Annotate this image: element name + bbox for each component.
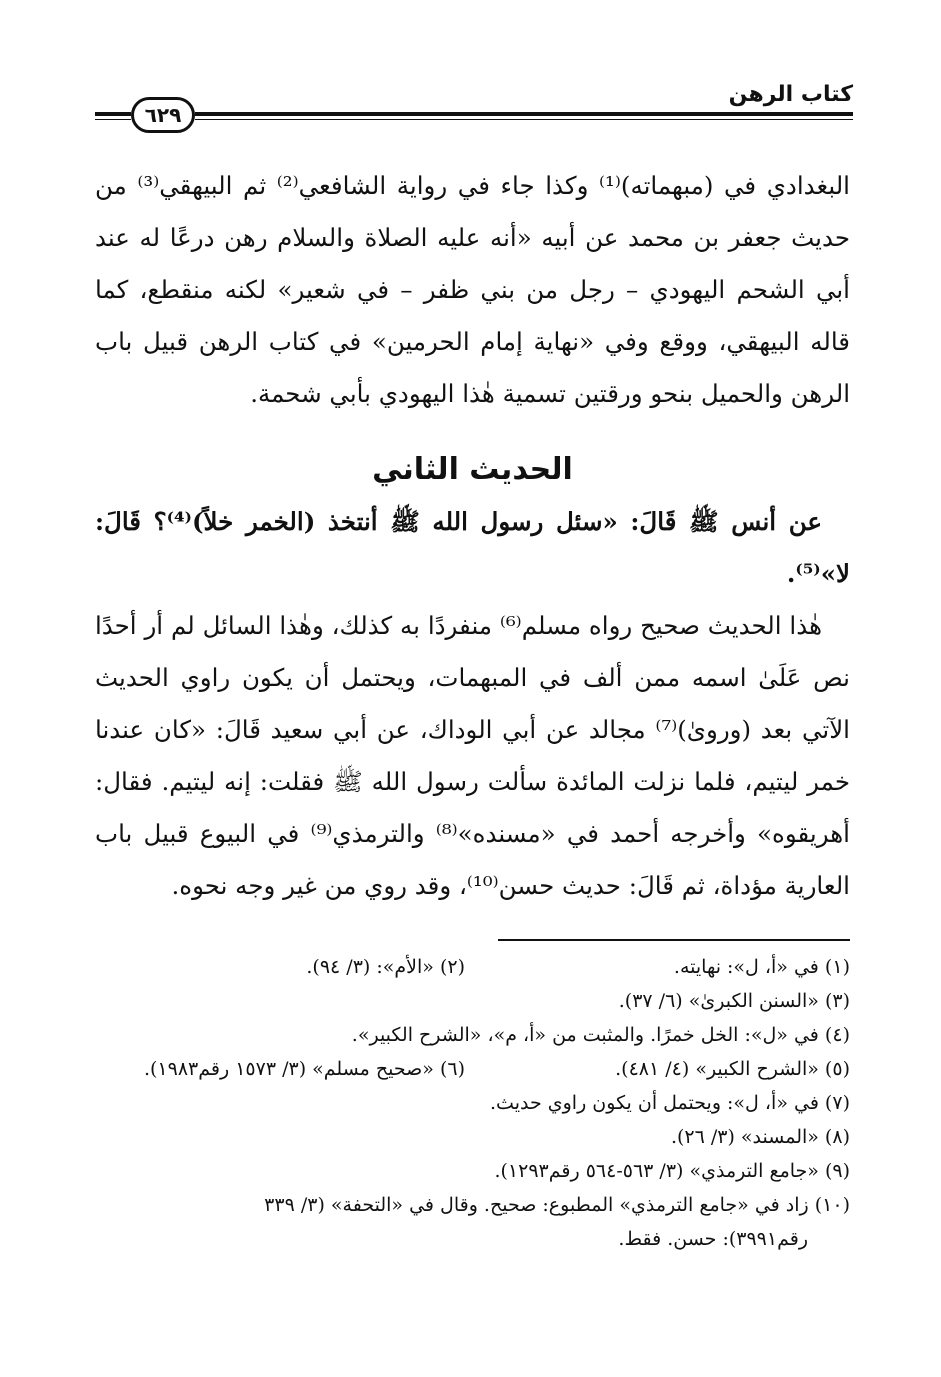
footnote-7: (٧) في «أ، ل»: ويحتمل أن يكون راوي حديث. [490, 1092, 850, 1114]
footnotes [95, 950, 850, 1256]
footnote-6: (٦) «صحيح مسلم» (٣/ ١٥٧٣ رقم١٩٨٣). [143, 1058, 465, 1080]
footnote-4: (٤) في «ل»: الخل خمرًا. والمثبت من «أ، م»، «الشرح الكبير». [351, 1024, 850, 1046]
book-title: كتاب الرهن [728, 82, 853, 107]
footnote-row [95, 1052, 850, 1086]
footnote-1: (١) في «أ، ل»: نهايته. [673, 956, 850, 978]
page-number: ٦٢٩ [131, 97, 195, 133]
header-rule-left-thin [95, 119, 131, 120]
footnote-10: (١٠) زاد في «جامع الترمذي» المطبوع: صحيح. وقال في «التحفة» (٣/ ٣٣٩ [264, 1194, 850, 1216]
page-header [95, 82, 853, 142]
footnote-9: (٩) «جامع الترمذي» (٣/ ٥٦٣-٥٦٤ رقم١٢٩٣). [494, 1160, 850, 1182]
footnote-10-continued: رقم٣٩٩١): حسن. فقط. [618, 1228, 808, 1250]
main-text [95, 160, 850, 912]
header-rule [195, 112, 853, 116]
footnote-separator [498, 939, 850, 941]
footnote-row [95, 950, 850, 984]
hadith-paragraph: عن أنس ﷺ قَالَ: «سئل رسول الله ﷺ أنتخذ (الخمر خلاً)⁽⁴⁾؟ قَالَ: لا»⁽⁵⁾. [95, 507, 850, 588]
footnote-8: (٨) «المسند» (٣/ ٢٦). [670, 1126, 850, 1148]
header-rule-left [95, 112, 131, 116]
footnote-2: (٢) «الأم»: (٣/ ٩٤). [306, 956, 465, 978]
footnote-5: (٥) «الشرح الكبير» (٤/ ٤٨١). [615, 1058, 850, 1080]
commentary-paragraph: هٰذا الحديث صحيح رواه مسلم⁽⁶⁾ منفردًا به كذلك، وهٰذا السائل لم أر أحدًا نص عَلَىٰ اسمه ممن ألف في المبهمات، ويحتمل أن يكون راوي الحديث الآتي بعد (وروىٰ)⁽⁷⁾ مجالد عن أبي الوداك، عن أبي سعيد قَالَ: «كان عندنا خمر ليتيم، فلما نزلت المائدة سألت رسول الله ﷺ فقلت: إنه ليتيم. فقال: أهريقوه» وأخرجه أحمد في «مسنده»⁽⁸⁾ والترمذي⁽⁹⁾ في البيوع قبيل باب العارية مؤداة، ثم قَالَ: حديث حسن⁽¹⁰⁾، وقد روي من غير وجه نحوه. [95, 611, 850, 900]
footnote-3: (٣) «السنن الكبرىٰ» (٦/ ٣٧). [618, 990, 850, 1012]
section-heading: الحديث الثاني [372, 452, 573, 487]
header-rule-thin [195, 119, 853, 120]
intro-paragraph: البغدادي في (مبهماته)⁽¹⁾ وكذا جاء في رواية الشافعي⁽²⁾ ثم البيهقي⁽³⁾ من حديث جعفر بن محمد عن أبيه «أنه عليه الصلاة والسلام رهن درعًا له عند أبي الشحم اليهودي – رجل من بني ظفر – في شعير» لكنه منقطع، كما قاله البيهقي، ووقع وفي «نهاية إمام الحرمين» في كتاب الرهن قبيل باب الرهن والحميل بنحو ورقتين تسمية هٰذا اليهودي بأبي شحمة. [95, 171, 850, 408]
